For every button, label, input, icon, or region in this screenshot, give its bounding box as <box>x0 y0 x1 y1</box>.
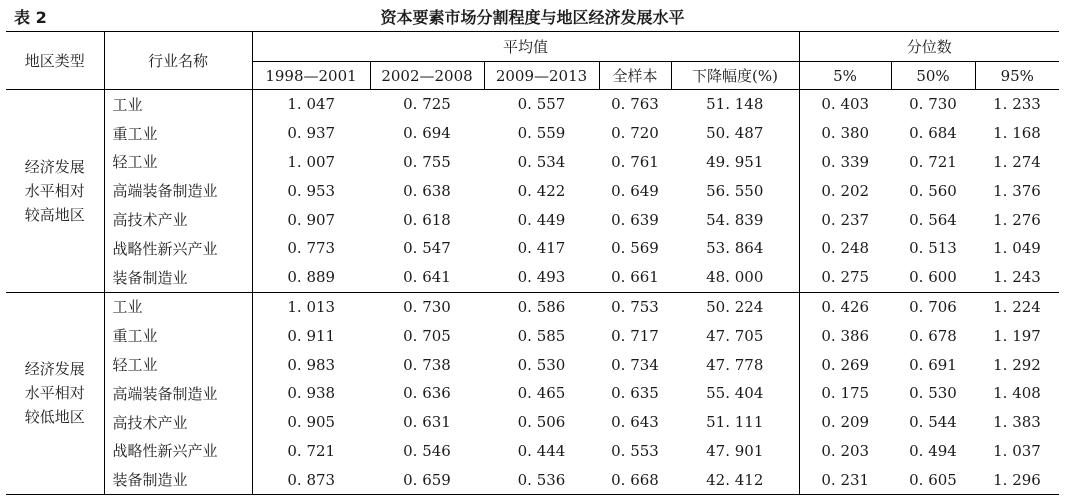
value-cell: 1. 047 <box>287 95 336 114</box>
value-cell: 0. 684 <box>909 124 957 143</box>
value-cell: 0. 513 <box>909 239 957 258</box>
value-cell: 51. 111 <box>671 408 799 437</box>
header-row-1 <box>6 32 1059 62</box>
value-cell: 1. 049 <box>993 239 1041 258</box>
value-cell: 0. 530 <box>909 384 957 403</box>
value-cell: 0. 691 <box>909 355 957 374</box>
value-cell: 0. 725 <box>403 95 451 114</box>
value-cell: 0. 937 <box>287 124 336 143</box>
header-col-p50: 50% <box>891 62 975 90</box>
value-cell: 47. 705 <box>671 321 799 350</box>
value-cell: 0. 618 <box>403 210 451 229</box>
value-cell: 0. 530 <box>517 355 566 374</box>
header-quantile-group: 分位数 <box>799 32 1059 62</box>
value-cell: 0. 678 <box>909 326 957 345</box>
value-cell: 0. 694 <box>403 124 451 143</box>
header-col-2009-2013: 2009—2013 <box>484 62 599 90</box>
value-cell: 0. 720 <box>611 124 659 143</box>
value-cell: 0. 506 <box>517 413 566 432</box>
value-cell: 1. 276 <box>993 210 1041 229</box>
value-cell: 0. 544 <box>909 413 957 432</box>
value-cell: 0. 569 <box>611 239 659 258</box>
table-row <box>6 321 1059 350</box>
value-cell: 0. 638 <box>403 181 451 200</box>
table-body <box>6 90 1059 495</box>
value-cell: 0. 422 <box>517 181 566 200</box>
value-cell: 48. 000 <box>671 263 799 292</box>
industry-name-cell: 轻工业 <box>104 350 252 379</box>
value-cell: 0. 557 <box>517 95 566 114</box>
value-cell: 0. 547 <box>403 239 451 258</box>
value-cell: 0. 753 <box>599 292 671 321</box>
value-cell: 47. 778 <box>671 350 799 379</box>
value-cell: 0. 449 <box>517 210 566 229</box>
region-type-cell <box>6 90 104 293</box>
value-cell: 0. 275 <box>821 268 870 287</box>
value-cell: 0. 546 <box>403 441 451 460</box>
value-cell: 1. 243 <box>993 268 1041 287</box>
value-cell: 47. 901 <box>671 437 799 466</box>
value-cell: 0. 938 <box>287 384 336 403</box>
value-cell: 0. 639 <box>611 210 659 229</box>
value-cell: 0. 738 <box>403 355 451 374</box>
table-number: 表 2 <box>14 8 47 27</box>
value-cell: 0. 386 <box>821 326 870 345</box>
value-cell: 0. 559 <box>517 124 566 143</box>
table-caption <box>0 2 1065 28</box>
value-cell: 0. 536 <box>517 470 566 489</box>
value-cell: 1. 007 <box>287 152 336 171</box>
industry-name-cell: 高技术产业 <box>104 408 252 437</box>
value-cell: 0. 494 <box>909 441 957 460</box>
value-cell: 0. 564 <box>909 210 957 229</box>
value-cell: 0. 493 <box>517 268 566 287</box>
value-cell: 0. 643 <box>611 413 659 432</box>
value-cell: 1. 197 <box>993 326 1041 345</box>
region-label-line: 水平相对 <box>24 181 85 200</box>
value-cell: 0. 773 <box>287 239 336 258</box>
value-cell: 0. 586 <box>484 292 599 321</box>
header-col-decline: 下降幅度(%) <box>671 62 799 90</box>
value-cell: 0. 534 <box>517 152 566 171</box>
value-cell: 0. 755 <box>403 152 451 171</box>
value-cell: 0. 380 <box>821 124 870 143</box>
value-cell: 0. 649 <box>611 181 659 200</box>
value-cell: 0. 465 <box>517 384 566 403</box>
value-cell: 0. 269 <box>821 355 870 374</box>
table-row <box>6 119 1059 148</box>
value-cell: 0. 635 <box>611 384 659 403</box>
table-row <box>6 350 1059 379</box>
value-cell: 51. 148 <box>671 90 799 119</box>
table-row <box>6 465 1059 494</box>
table-title: 资本要素市场分割程度与地区经济发展水平 <box>380 8 685 27</box>
value-cell: 0. 659 <box>403 470 451 489</box>
value-cell: 42. 412 <box>671 465 799 494</box>
table-row <box>6 437 1059 466</box>
value-cell: 0. 905 <box>287 413 336 432</box>
value-cell: 0. 983 <box>287 355 336 374</box>
value-cell: 1. 296 <box>993 470 1041 489</box>
value-cell: 0. 705 <box>403 326 451 345</box>
region-type-cell <box>6 292 104 495</box>
table-row <box>6 234 1059 263</box>
value-cell: 0. 339 <box>821 152 870 171</box>
header-col-p95: 95% <box>975 62 1059 90</box>
value-cell: 0. 734 <box>611 355 659 374</box>
region-label-line: 水平相对 <box>24 384 85 403</box>
header-mean-group: 平均值 <box>252 32 799 62</box>
value-cell: 0. 889 <box>287 268 336 287</box>
value-cell: 1. 233 <box>993 95 1041 114</box>
header-col-p5: 5% <box>799 62 891 90</box>
value-cell: 55. 404 <box>671 379 799 408</box>
value-cell: 0. 605 <box>909 470 957 489</box>
value-cell: 50. 224 <box>671 292 799 321</box>
value-cell: 0. 203 <box>821 441 870 460</box>
value-cell: 0. 560 <box>909 181 957 200</box>
value-cell: 0. 721 <box>909 152 957 171</box>
value-cell: 0. 631 <box>403 413 451 432</box>
value-cell: 0. 730 <box>909 95 957 114</box>
value-cell: 0. 717 <box>611 326 659 345</box>
header-region-type: 地区类型 <box>6 32 104 90</box>
industry-name-cell: 轻工业 <box>104 148 252 177</box>
value-cell: 0. 911 <box>287 326 336 345</box>
industry-name-cell: 装备制造业 <box>104 263 252 292</box>
value-cell: 0. 730 <box>370 292 484 321</box>
value-cell: 1. 292 <box>993 355 1041 374</box>
value-cell: 0. 636 <box>403 384 451 403</box>
value-cell: 0. 553 <box>611 441 659 460</box>
region-label-line: 较低地区 <box>24 408 85 427</box>
value-cell: 56. 550 <box>671 176 799 205</box>
industry-name-cell: 高技术产业 <box>104 205 252 234</box>
industry-name-cell: 装备制造业 <box>104 465 252 494</box>
value-cell: 0. 417 <box>517 239 566 258</box>
table-row <box>6 176 1059 205</box>
value-cell: 0. 426 <box>799 292 891 321</box>
value-cell: 0. 202 <box>821 181 870 200</box>
value-cell: 1. 168 <box>993 124 1041 143</box>
table-row <box>6 263 1059 292</box>
table-row <box>6 292 1059 321</box>
industry-name-cell: 工业 <box>104 292 252 321</box>
header-col-1998-2001: 1998—2001 <box>252 62 370 90</box>
region-label-line: 较高地区 <box>24 205 85 224</box>
value-cell: 0. 761 <box>611 152 659 171</box>
value-cell: 0. 763 <box>611 95 659 114</box>
value-cell: 0. 231 <box>821 470 870 489</box>
table-row <box>6 148 1059 177</box>
value-cell: 0. 668 <box>611 470 659 489</box>
value-cell: 1. 274 <box>993 152 1041 171</box>
industry-name-cell: 工业 <box>104 90 252 119</box>
value-cell: 0. 661 <box>611 268 659 287</box>
table-row <box>6 90 1059 119</box>
value-cell: 0. 237 <box>821 210 870 229</box>
industry-name-cell: 战略性新兴产业 <box>104 437 252 466</box>
value-cell: 1. 224 <box>975 292 1059 321</box>
value-cell: 1. 376 <box>993 181 1041 200</box>
header-industry-name: 行业名称 <box>104 32 252 90</box>
value-cell: 1. 383 <box>993 413 1041 432</box>
table-row <box>6 379 1059 408</box>
region-label-line: 经济发展 <box>24 157 85 176</box>
value-cell: 0. 209 <box>821 413 870 432</box>
value-cell: 53. 864 <box>671 234 799 263</box>
industry-name-cell: 战略性新兴产业 <box>104 234 252 263</box>
value-cell: 0. 641 <box>403 268 451 287</box>
value-cell: 1. 013 <box>252 292 370 321</box>
value-cell: 50. 487 <box>671 119 799 148</box>
value-cell: 0. 248 <box>821 239 870 258</box>
value-cell: 0. 585 <box>517 326 566 345</box>
value-cell: 0. 444 <box>517 441 566 460</box>
value-cell: 0. 953 <box>287 181 336 200</box>
industry-name-cell: 高端装备制造业 <box>104 379 252 408</box>
header-col-full-sample: 全样本 <box>599 62 671 90</box>
value-cell: 0. 175 <box>821 384 870 403</box>
value-cell: 1. 037 <box>993 441 1041 460</box>
industry-name-cell: 重工业 <box>104 119 252 148</box>
header-col-2002-2008: 2002—2008 <box>370 62 484 90</box>
industry-name-cell: 重工业 <box>104 321 252 350</box>
data-table <box>6 31 1059 495</box>
region-label-line: 经济发展 <box>24 360 85 379</box>
table-row <box>6 205 1059 234</box>
value-cell: 0. 873 <box>287 470 336 489</box>
value-cell: 0. 706 <box>891 292 975 321</box>
table-row <box>6 408 1059 437</box>
value-cell: 1. 408 <box>993 384 1041 403</box>
value-cell: 0. 721 <box>287 441 336 460</box>
value-cell: 0. 403 <box>821 95 870 114</box>
value-cell: 0. 600 <box>909 268 957 287</box>
value-cell: 0. 907 <box>287 210 336 229</box>
industry-name-cell: 高端装备制造业 <box>104 176 252 205</box>
value-cell: 54. 839 <box>671 205 799 234</box>
value-cell: 49. 951 <box>671 148 799 177</box>
